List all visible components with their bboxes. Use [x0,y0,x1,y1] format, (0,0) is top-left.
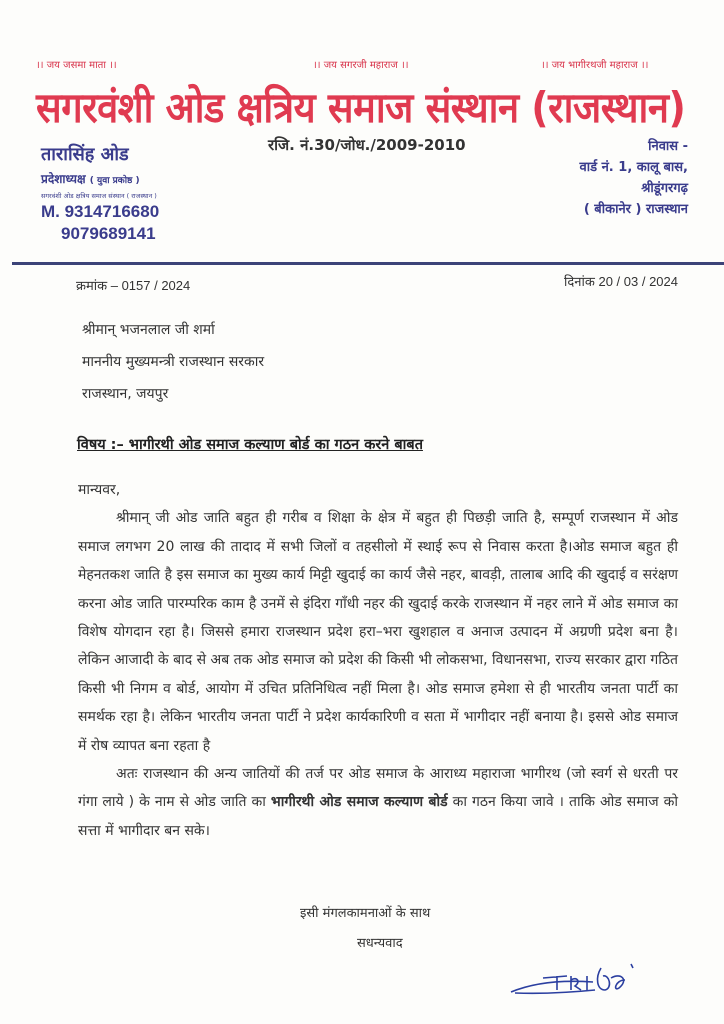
slogan-right: ।। जय भागीरथजी महाराज ।। [541,60,649,71]
sender-mobile-2: 9079689141 [61,224,156,243]
paragraph-2-text-b: का गठन किया जावे । ताकि ओड समाज को सत्ता में भागीदार बन सके। [78,794,678,839]
organization-title: सगरवंशी ओड क्षत्रिय समाज संस्थान (राजस्थान) [36,83,686,132]
addressee-line-1: श्रीमान् भजनलाल जी शर्मा [82,322,215,338]
slogan-left: ।। जय जसमा माता ।। [36,60,117,71]
closing-thanks: सधन्यवाद [357,936,403,951]
salutation: मान्यवर, [78,482,121,498]
sender-block [41,142,159,244]
residence-block [580,136,688,220]
sender-name: तारासिंह ओड [41,144,129,165]
body-paragraph-2 [78,760,678,845]
addressee-line-2: माननीय मुख्यमन्त्री राजस्थान सरकार [82,354,265,370]
residence-line-1: वार्ड नं. 1, कालू बास, [579,160,688,175]
board-name-bold: भागीरथी ओड समाज कल्याण बोर्ड [270,794,448,811]
sender-post [41,170,159,187]
sender-post-title: प्रदेशाध्यक्ष [41,172,86,186]
handwritten-signature [505,960,665,1000]
sender-organization: सगरवंशी ओड क्षत्रिय समाज संस्थान ( राजस्थान ) [41,192,157,200]
letter-body [78,476,678,845]
slogan-center: ।। जय सगरजी महाराज ।। [313,60,409,71]
closing-wishes: इसी मंगलकामनाओं के साथ [300,906,431,921]
body-paragraph-1: श्रीमान् जी ओड जाति बहुत ही गरीब व शिक्षा के क्षेत्र में बहुत ही पिछड़ी जाति है, सम्पूर्ण राजस्थान में ओड समाज लगभग 20 लाख की तादाद में सभी जिलों व तहसीलो में स्थाई रूप से निवास करता है।ओड समाज बहुत ही मेहनतकश जाति है इस समाज का मुख्य कार्य मिट्टी खुदाई का कार्य जैसे नहर, बावड़ी, तालाब आदि की खुदाई व सरंक्षण करना ओड जाति पारम्परिक काम है उनमें से इंदिरा गाँधी नहर की खुदाई करके राजस्थान में नहर लाने में ओड समाज का विशेष योगदान रहा है। जिससे हमारा राजस्थान प्रदेश हरा–भरा खुशहाल व अनाज उत्पादन में अग्रणी प्रदेश बना है। लेकिन आजादी के बाद से अब तक ओड समाज को प्रदेश की किसी भी लोकसभा, विधानसभा, राज्य सरकार द्वारा गठित किसी भी निगम व बोर्ड, आयोग में उचित प्रतिनिधित्व नहीं मिला है। ओड समाज हमेशा से ही भारतीय जनता पार्टी का समर्थक रहा है। लेकिन भारतीय जनता पार्टी ने प्रदेश कार्यकारिणी व सता में भागीदार नहीं बनाया है। इससे ओड समाज में रोष व्यापत बना रहता है [78,510,679,754]
letter-date: दिनांक 20 / 03 / 2024 [564,274,678,289]
sender-mobile-1: M. 9314716680 [41,202,160,221]
reference-number: क्रमांक – 0157 / 2024 [76,278,191,293]
residence-line-2: श्रीडूंगरगढ़ [641,181,688,196]
residence-line-3: ( बीकानेर ) राजस्थान [583,202,688,217]
addressee-line-3: राजस्थान, जयपुर [82,386,169,402]
paragraph-2-text-a: अतः राजस्थान की अन्य जातियों की तर्ज पर ओड समाज के आराध्य महाराजा भागीरथ (जो स्वर्ग से धरती पर गंगा लाये ) के नाम से ओड जाति का [78,766,678,811]
letter-subject: विषय :– भागीरथी ओड समाज कल्याण बोर्ड का गठन करने बाबत [77,437,423,453]
header-divider [12,262,724,265]
registration-number: रजि. नं.30/जोध./2009-2010 [268,136,466,154]
residence-label: निवास - [648,139,688,154]
sender-post-sub: ( युवा प्रकोष्ठ ) [89,176,140,186]
